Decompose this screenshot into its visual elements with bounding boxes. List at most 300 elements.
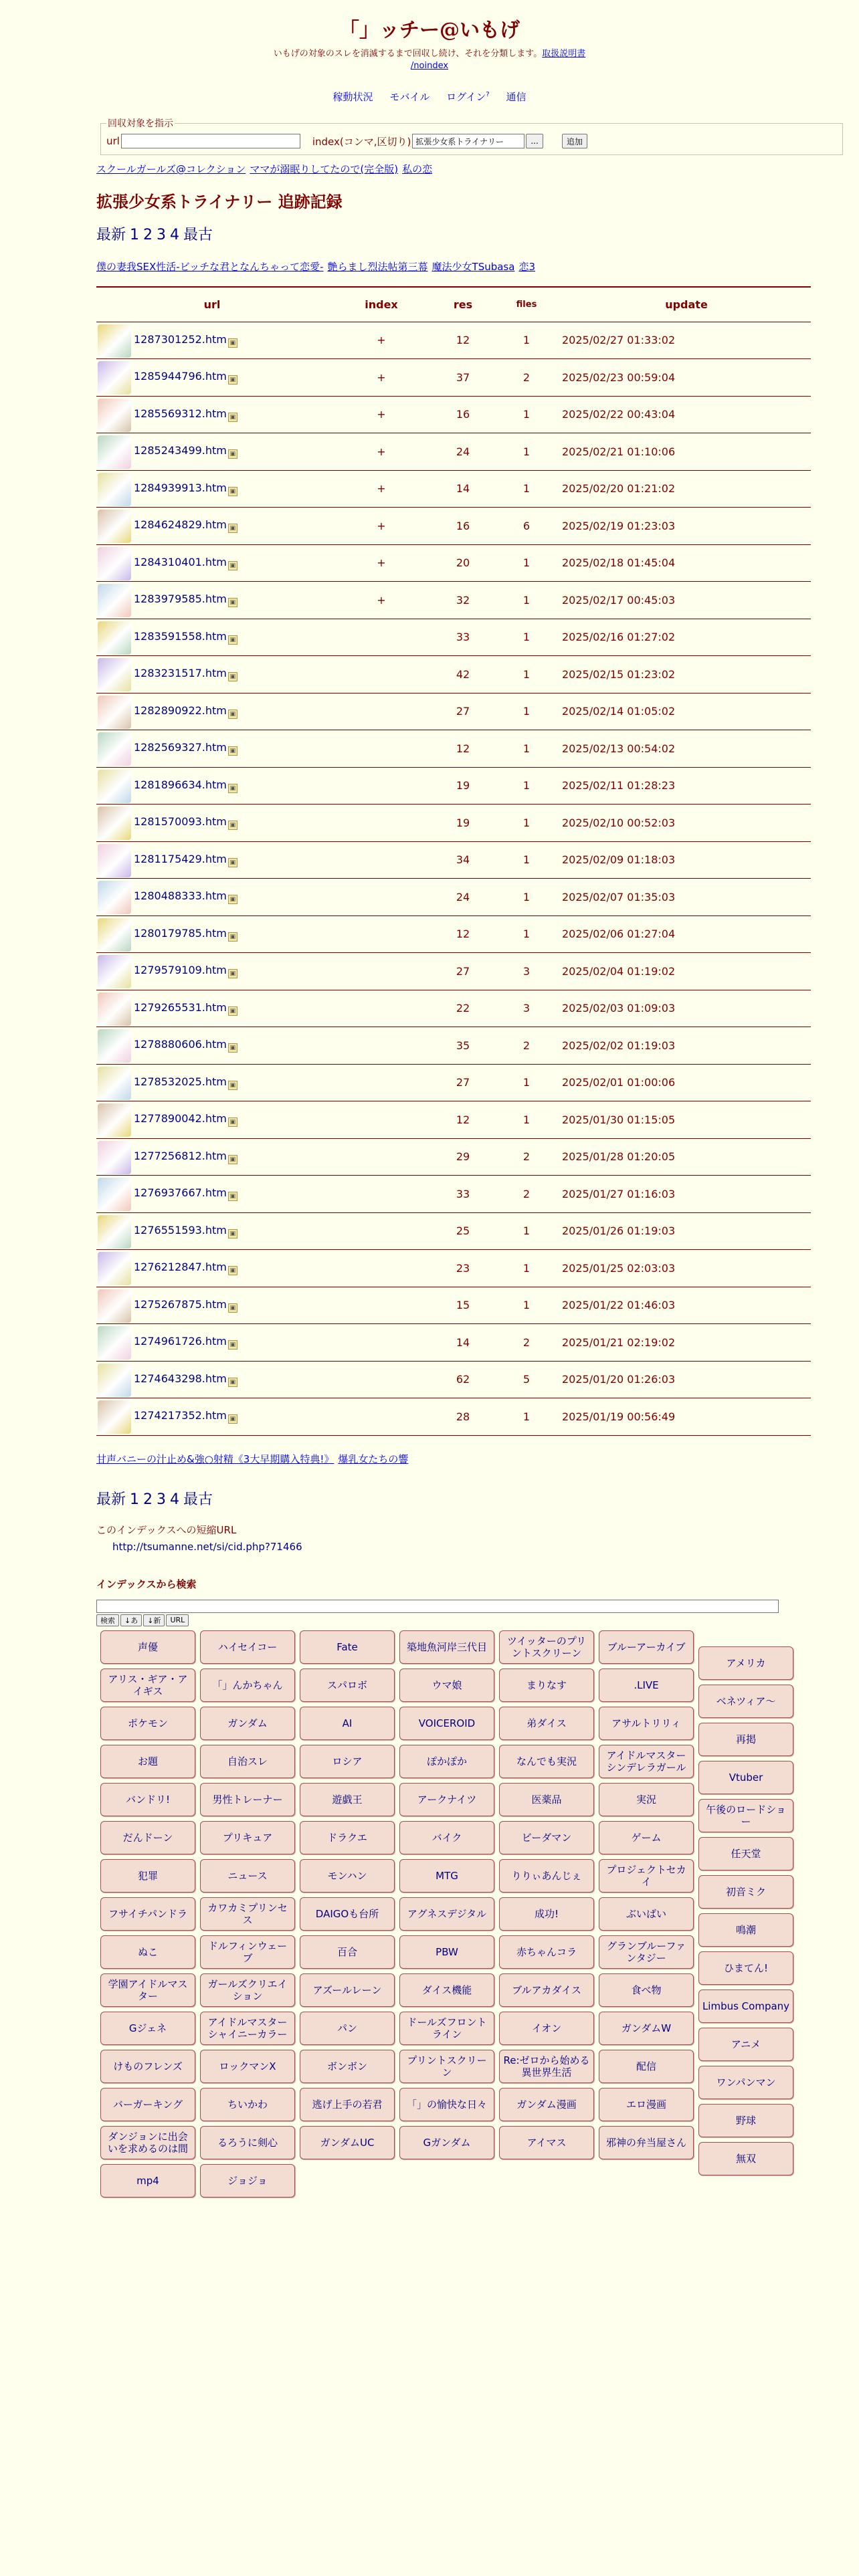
res-cell: 42 <box>435 656 491 693</box>
index-tag-button[interactable]: アメリカ <box>698 1646 793 1680</box>
thread-thumbnail[interactable] <box>98 1067 131 1100</box>
index-tag-button[interactable]: バンドリ! <box>100 1783 195 1816</box>
thread-link[interactable]: 1284624829.htm <box>134 518 227 532</box>
sort-kana-button[interactable]: ↓あ <box>120 1614 142 1626</box>
index-tag-button[interactable]: 任天堂 <box>698 1837 793 1870</box>
index-tag-button[interactable]: アニメ <box>698 2028 793 2061</box>
index-tag-button[interactable]: 無双 <box>698 2142 793 2175</box>
index-tag-button[interactable]: ポケモン <box>100 1707 195 1740</box>
thread-thumbnail[interactable] <box>98 1103 131 1137</box>
index-tag-button[interactable]: アイマス <box>499 2126 594 2159</box>
index-tag-button[interactable]: イオン <box>499 2012 594 2045</box>
index-cell[interactable] <box>328 1324 435 1362</box>
thread-thumbnail[interactable] <box>98 807 131 840</box>
nav-comm[interactable]: 通信 <box>506 91 527 103</box>
index-cell[interactable] <box>328 953 435 990</box>
page-title: 拡張少女系トライナリー 追跡記録 <box>96 193 343 211</box>
collect-form <box>100 116 843 155</box>
url-input[interactable] <box>121 134 300 148</box>
image-icon[interactable]: ▣ <box>228 413 237 422</box>
thread-link[interactable]: 1282569327.htm <box>134 741 227 754</box>
image-icon[interactable]: ▣ <box>228 1266 237 1275</box>
image-icon[interactable]: ▣ <box>228 710 237 719</box>
index-cell[interactable]: + <box>328 359 435 397</box>
thread-thumbnail[interactable] <box>98 992 131 1026</box>
index-tag-button[interactable]: AI <box>300 1707 395 1740</box>
thread-thumbnail[interactable] <box>98 1289 131 1323</box>
thread-link[interactable]: 1285243499.htm <box>134 444 227 457</box>
image-icon[interactable]: ▣ <box>228 561 237 570</box>
index-tag-button[interactable]: アグネスデジタル <box>399 1897 494 1931</box>
thread-thumbnail[interactable] <box>98 1364 131 1397</box>
header-files: files <box>491 287 562 322</box>
index-tag-button[interactable]: 築地魚河岸三代目 <box>399 1630 494 1664</box>
nav-mobile[interactable]: モバイル <box>389 91 430 103</box>
header-index: index <box>328 287 435 322</box>
index-tag-button[interactable]: ガンダム漫画 <box>499 2088 594 2121</box>
pager-newest[interactable]: 最新 <box>96 227 126 243</box>
pager-page[interactable]: 2 <box>143 227 153 243</box>
image-icon[interactable]: ▣ <box>228 1006 237 1016</box>
thumbnail-cell <box>96 1324 134 1362</box>
image-icon[interactable]: ▣ <box>228 1081 237 1090</box>
index-tag-button[interactable]: 学園アイドルマスター <box>100 1973 195 2007</box>
index-tag-button[interactable]: 初音ミク <box>698 1875 793 1909</box>
index-cell[interactable]: + <box>328 433 435 471</box>
index-tag-button[interactable]: 再掲 <box>698 1723 793 1756</box>
thread-thumbnail[interactable] <box>98 918 131 952</box>
related-link[interactable]: 魔法少女TSubasa <box>432 261 515 273</box>
thread-link[interactable]: 1278880606.htm <box>134 1038 227 1051</box>
index-tag-button[interactable]: ウマ娘 <box>399 1669 494 1702</box>
index-tag-button[interactable]: りりぃあんじぇ <box>499 1859 594 1893</box>
index-tag-button[interactable]: ダンジョンに出会いを求めるのは間 <box>100 2126 195 2159</box>
search-heading: インデックスから検索 <box>96 1578 197 1590</box>
index-tag-button[interactable]: Vtuber <box>698 1761 793 1794</box>
thread-link[interactable]: 1285944796.htm <box>134 370 227 383</box>
thread-thumbnail[interactable] <box>98 732 131 766</box>
index-cell[interactable] <box>328 1361 435 1398</box>
index-cell[interactable] <box>328 1101 435 1139</box>
sort-new-button[interactable]: ↓新 <box>143 1614 165 1626</box>
thread-link[interactable]: 1283231517.htm <box>134 667 227 680</box>
index-tag-button[interactable]: るろうに剣心 <box>200 2126 295 2159</box>
index-tag-button[interactable]: 午後のロードショー <box>698 1799 793 1832</box>
index-tag-button[interactable]: 成功! <box>499 1897 594 1931</box>
index-cell[interactable] <box>328 619 435 656</box>
thread-thumbnail[interactable] <box>98 435 131 469</box>
index-cell[interactable] <box>328 1138 435 1176</box>
index-cell[interactable] <box>328 879 435 916</box>
thread-link[interactable]: 1276937667.htm <box>134 1186 227 1200</box>
image-icon[interactable]: ▣ <box>228 375 237 385</box>
index-cell[interactable] <box>328 804 435 842</box>
index-tag-button[interactable]: Gガンダム <box>399 2126 494 2159</box>
thread-link[interactable]: 1281896634.htm <box>134 778 227 791</box>
update-cell: 2025/01/19 00:56:49 <box>562 1398 811 1436</box>
index-tag-button[interactable]: アークナイツ <box>399 1783 494 1816</box>
image-icon[interactable]: ▣ <box>228 821 237 830</box>
thread-link[interactable]: 1280488333.htm <box>134 889 227 903</box>
image-icon[interactable]: ▣ <box>228 858 237 867</box>
files-cell: 3 <box>491 990 562 1027</box>
index-tag-button[interactable]: プロジェクトセカイ <box>599 1859 694 1893</box>
pager-page[interactable]: 2 <box>143 1491 153 1508</box>
url-cell <box>134 508 328 545</box>
index-tag-button[interactable]: まりなす <box>499 1669 594 1702</box>
res-cell: 14 <box>435 470 491 508</box>
top-link[interactable]: スクールガールズ@コレクション <box>96 163 246 175</box>
index-tag-button[interactable]: ロシア <box>300 1745 395 1778</box>
index-tag-button[interactable]: 配信 <box>599 2050 694 2083</box>
index-tag-button[interactable]: アリス・ギア・アイギス <box>100 1669 195 1702</box>
index-tag-button[interactable]: プリキュア <box>200 1821 295 1854</box>
index-tag-button[interactable]: 「」の愉快な日々 <box>399 2088 494 2121</box>
index-tag-button[interactable]: モンハン <box>300 1859 395 1893</box>
index-cell[interactable]: + <box>328 322 435 359</box>
index-tag-button[interactable]: ちいかわ <box>200 2088 295 2121</box>
index-tag-button[interactable]: アサルトリリィ <box>599 1707 694 1740</box>
thread-thumbnail[interactable] <box>98 1141 131 1174</box>
image-icon[interactable]: ▣ <box>228 1192 237 1201</box>
index-tag-button[interactable]: だんドーン <box>100 1821 195 1854</box>
index-tag-button[interactable]: ドラクエ <box>300 1821 395 1854</box>
index-tag-button[interactable]: ニュース <box>200 1859 295 1893</box>
thumbnail-cell <box>96 1101 134 1139</box>
image-icon[interactable]: ▣ <box>228 932 237 942</box>
table-row <box>96 433 811 471</box>
index-tag-button[interactable]: 「」んかちゃん <box>200 1669 295 1702</box>
index-tag-button[interactable]: ドールズフロントライン <box>399 2012 494 2045</box>
index-tag-button[interactable]: ハイセイコー <box>200 1630 295 1664</box>
index-cell[interactable] <box>328 1027 435 1065</box>
files-cell: 1 <box>491 656 562 693</box>
add-button[interactable]: 追加 <box>562 134 587 148</box>
index-tag-button[interactable]: 野球 <box>698 2104 793 2137</box>
index-tag-button[interactable]: MTG <box>399 1859 494 1893</box>
thread-link[interactable]: 1276551593.htm <box>134 1223 227 1237</box>
thread-thumbnail[interactable] <box>98 658 131 691</box>
index-tag-button[interactable]: ガンダムW <box>599 2012 694 2045</box>
thread-link[interactable]: 1281570093.htm <box>134 815 227 829</box>
update-cell: 2025/02/03 01:09:03 <box>562 990 811 1027</box>
index-more-button[interactable]: ... <box>526 134 543 148</box>
index-tag-button[interactable]: 実況 <box>599 1783 694 1816</box>
index-cell[interactable] <box>328 990 435 1027</box>
update-cell: 2025/02/15 01:23:02 <box>562 656 811 693</box>
image-icon[interactable]: ▣ <box>228 746 237 756</box>
pager-page[interactable]: 3 <box>157 1491 167 1508</box>
index-tag-button[interactable]: ぬこ <box>100 1935 195 1969</box>
pager-oldest[interactable]: 最古 <box>183 1491 213 1508</box>
index-tag-button[interactable]: 医薬品 <box>499 1783 594 1816</box>
index-cell[interactable] <box>328 1064 435 1101</box>
res-cell: 16 <box>435 396 491 433</box>
index-tag-button[interactable]: 逃げ上手の若君 <box>300 2088 395 2121</box>
table-row <box>96 619 811 656</box>
search-button[interactable]: 検索 <box>96 1614 119 1626</box>
related-link[interactable]: 甘声バニーの汁止め&強○射精《3大早期購入特典!》 <box>96 1453 335 1465</box>
thumbnail-cell <box>96 470 134 508</box>
index-tag-button[interactable]: 百合 <box>300 1935 395 1969</box>
index-tag-button[interactable]: 犯罪 <box>100 1859 195 1893</box>
thread-thumbnail[interactable] <box>98 621 131 655</box>
index-cell[interactable]: + <box>328 396 435 433</box>
url-cell <box>134 990 328 1027</box>
index-cell[interactable] <box>328 656 435 693</box>
index-tag-button[interactable]: カワカミプリンセス <box>200 1897 295 1931</box>
url-cell <box>134 841 328 879</box>
image-icon[interactable]: ▣ <box>228 524 237 533</box>
index-tag-button[interactable]: フサイチパンドラ <box>100 1897 195 1931</box>
index-tag-button[interactable]: 男性トレーナー <box>200 1783 295 1816</box>
index-tag-button[interactable]: Fate <box>300 1630 395 1664</box>
thread-link[interactable]: 1277890042.htm <box>134 1112 227 1125</box>
top-link[interactable]: ママが溺眠りしてたので(完全版) <box>250 163 399 175</box>
table-row <box>96 730 811 768</box>
thread-thumbnail[interactable] <box>98 1326 131 1360</box>
index-tag-button[interactable]: Re:ゼロから始める異世界生活 <box>499 2050 594 2083</box>
index-tag-button[interactable]: グランブルーファンタジー <box>599 1935 694 1969</box>
index-tag-button[interactable]: ジョジョ <box>200 2164 295 2197</box>
thumbnail-cell <box>96 1027 134 1065</box>
index-tag-button[interactable]: スパロボ <box>300 1669 395 1702</box>
thread-link[interactable]: 1274961726.htm <box>134 1335 227 1348</box>
index-cell[interactable] <box>328 1176 435 1213</box>
files-cell: 5 <box>491 1361 562 1398</box>
index-tag-button[interactable]: アイドルマスターシャイニーカラー <box>200 2012 295 2045</box>
files-cell: 1 <box>491 1287 562 1324</box>
nav-status[interactable]: 稼動状況 <box>332 91 373 103</box>
index-tag-button[interactable]: ぶいばい <box>599 1897 694 1931</box>
index-tag-button[interactable]: なんでも実況 <box>499 1745 594 1778</box>
index-tag-button[interactable]: ワンパンマン <box>698 2066 793 2099</box>
short-url-label: このインデックスへの短縮URL <box>96 1523 237 1536</box>
image-icon[interactable]: ▣ <box>228 635 237 645</box>
related-link[interactable]: 艶らまし烈法帖第三幕 <box>327 261 428 273</box>
nav-login[interactable] <box>446 91 490 103</box>
index-cell[interactable] <box>328 1287 435 1324</box>
index-tag-button[interactable]: 声優 <box>100 1630 195 1664</box>
pager-oldest[interactable]: 最古 <box>183 227 213 243</box>
image-icon[interactable]: ▣ <box>228 1378 237 1387</box>
index-tag-button[interactable]: ブルアカダイス <box>499 1973 594 2007</box>
thread-thumbnail[interactable] <box>98 1252 131 1285</box>
image-icon[interactable]: ▣ <box>228 895 237 904</box>
index-tag-button[interactable]: ぽかぽか <box>399 1745 494 1778</box>
thread-thumbnail[interactable] <box>98 1215 131 1249</box>
files-cell: 1 <box>491 916 562 953</box>
image-icon[interactable]: ▣ <box>228 1155 237 1164</box>
thread-thumbnail[interactable] <box>98 881 131 914</box>
thread-link[interactable]: 1277256812.htm <box>134 1149 227 1162</box>
short-url[interactable]: http://tsumanne.net/si/cid.php?71466 <box>112 1540 302 1553</box>
index-tag-button[interactable]: ゲーム <box>599 1821 694 1854</box>
thread-link[interactable]: 1279265531.htm <box>134 1000 227 1014</box>
index-tag-button[interactable]: ベネツィア〜 <box>698 1685 793 1718</box>
index-cell[interactable] <box>328 730 435 768</box>
thread-link[interactable]: 1275267875.htm <box>134 1297 227 1311</box>
top-link[interactable]: 私の恋 <box>402 163 433 175</box>
image-icon[interactable]: ▣ <box>228 1117 237 1127</box>
index-tag-button[interactable]: ダイス機能 <box>399 1973 494 2007</box>
index-cell[interactable] <box>328 767 435 804</box>
index-tag-button[interactable]: 鳴潮 <box>698 1913 793 1947</box>
files-cell: 1 <box>491 470 562 508</box>
thread-thumbnail[interactable] <box>98 324 131 358</box>
index-cell[interactable]: + <box>328 544 435 582</box>
index-tag-button[interactable]: mp4 <box>100 2164 195 2197</box>
table-row <box>96 1398 811 1436</box>
image-icon[interactable]: ▣ <box>228 1414 237 1424</box>
index-tag-button[interactable]: Limbus Company <box>698 1990 793 2023</box>
related-link[interactable]: 恋3 <box>518 261 535 273</box>
thread-link[interactable]: 1274643298.htm <box>134 1372 227 1385</box>
index-cell[interactable] <box>328 916 435 953</box>
pager-page[interactable]: 4 <box>170 227 180 243</box>
index-tag-button[interactable]: アズールレーン <box>300 1973 395 2007</box>
thread-thumbnail[interactable] <box>98 361 131 395</box>
index-tag-button[interactable]: 自治スレ <box>200 1745 295 1778</box>
thread-link[interactable]: 1274217352.htm <box>134 1409 227 1422</box>
index-tag-button[interactable]: ツイッターのプリントスクリーン <box>499 1630 594 1664</box>
manual-link[interactable]: 取扱説明書 <box>542 49 586 59</box>
res-cell: 12 <box>435 730 491 768</box>
index-tag-button[interactable]: .LIVE <box>599 1669 694 1702</box>
noindex-link[interactable]: /noindex <box>410 61 449 71</box>
index-tag-button[interactable]: ブルーアーカイブ <box>599 1630 694 1664</box>
index-cell[interactable] <box>328 1250 435 1287</box>
index-cell[interactable] <box>328 693 435 730</box>
related-link[interactable]: 爆乳女たちの響 <box>338 1453 409 1465</box>
thread-thumbnail[interactable] <box>98 770 131 803</box>
index-tag-button[interactable]: ボンボン <box>300 2050 395 2083</box>
index-tag-button[interactable]: DAIGOも台所 <box>300 1897 395 1931</box>
image-icon[interactable]: ▣ <box>228 338 237 348</box>
index-cell[interactable] <box>328 1212 435 1250</box>
thread-thumbnail[interactable] <box>98 547 131 580</box>
thread-link[interactable]: 1287301252.htm <box>134 332 227 346</box>
image-icon[interactable]: ▣ <box>228 598 237 607</box>
res-cell: 25 <box>435 1212 491 1250</box>
thread-link[interactable]: 1281175429.htm <box>134 852 227 865</box>
index-tag-button[interactable]: Gジェネ <box>100 2012 195 2045</box>
index-tag-button[interactable]: バーガーキング <box>100 2088 195 2121</box>
thread-thumbnail[interactable] <box>98 955 131 988</box>
thread-link[interactable]: 1284310401.htm <box>134 555 227 568</box>
url-cell <box>134 1101 328 1139</box>
index-cell[interactable] <box>328 841 435 879</box>
index-tag-button[interactable]: アイドルマスターシンデレラガール <box>599 1745 694 1778</box>
index-tag-button[interactable]: エロ漫画 <box>599 2088 694 2121</box>
index-tag-button[interactable]: 食べ物 <box>599 1973 694 2007</box>
image-icon[interactable]: ▣ <box>228 1340 237 1350</box>
pager-page[interactable]: 1 <box>130 1491 140 1508</box>
url-button[interactable]: URL <box>166 1614 189 1626</box>
image-icon[interactable]: ▣ <box>228 969 237 978</box>
thread-thumbnail[interactable] <box>98 1178 131 1211</box>
index-cell[interactable]: + <box>328 582 435 619</box>
thread-link[interactable]: 1280179785.htm <box>134 926 227 940</box>
image-icon[interactable]: ▣ <box>228 672 237 681</box>
index-tag-button[interactable]: ひまてん! <box>698 1951 793 1985</box>
update-cell: 2025/02/11 01:28:23 <box>562 767 811 804</box>
pager-page[interactable]: 1 <box>130 227 140 243</box>
pager-newest[interactable]: 最新 <box>96 1491 126 1508</box>
image-icon[interactable]: ▣ <box>228 449 237 459</box>
thumbnail-cell <box>96 1064 134 1101</box>
index-tag-button[interactable]: PBW <box>399 1935 494 1969</box>
thread-thumbnail[interactable] <box>98 584 131 617</box>
thread-link[interactable]: 1278532025.htm <box>134 1075 227 1088</box>
table-row <box>96 1361 811 1398</box>
thread-thumbnail[interactable] <box>98 844 131 877</box>
thread-link[interactable]: 1276212847.htm <box>134 1261 227 1274</box>
thread-thumbnail[interactable] <box>98 399 131 432</box>
index-tag-button[interactable]: ガールズクリエイション <box>200 1973 295 2007</box>
table-row <box>96 1064 811 1101</box>
thread-link[interactable]: 1284939913.htm <box>134 481 227 494</box>
thumbnail-cell <box>96 804 134 842</box>
url-cell <box>134 1324 328 1362</box>
pager-page[interactable]: 4 <box>170 1491 180 1508</box>
thread-link[interactable]: 1279579109.htm <box>134 964 227 977</box>
index-tag-button[interactable]: ドルフィンウェーブ <box>200 1935 295 1969</box>
related-link[interactable]: 僕の妻我SEX性活-ビッチな君となんちゃって恋愛- <box>96 261 324 273</box>
image-icon[interactable]: ▣ <box>228 1303 237 1313</box>
index-cell[interactable]: + <box>328 470 435 508</box>
index-tag-button[interactable]: ガンダム <box>200 1707 295 1740</box>
index-tag-button[interactable]: ビーダマン <box>499 1821 594 1854</box>
index-tag-button[interactable]: お題 <box>100 1745 195 1778</box>
image-icon[interactable]: ▣ <box>228 784 237 793</box>
index-tag-button[interactable]: 邪神の弁当屋さん <box>599 2126 694 2159</box>
update-cell: 2025/02/17 00:45:03 <box>562 582 811 619</box>
thread-link[interactable]: 1282890922.htm <box>134 704 227 717</box>
thread-thumbnail[interactable] <box>98 1400 131 1434</box>
thread-thumbnail[interactable] <box>98 695 131 729</box>
index-tag-button[interactable]: バイク <box>399 1821 494 1854</box>
index-tag-button[interactable]: ガンダムUC <box>300 2126 395 2159</box>
index-cell[interactable]: + <box>328 508 435 545</box>
index-cell[interactable] <box>328 1398 435 1436</box>
index-tag-button[interactable]: 弟ダイス <box>499 1707 594 1740</box>
index-tag-button[interactable]: パン <box>300 2012 395 2045</box>
thread-thumbnail[interactable] <box>98 510 131 543</box>
index-tag-button[interactable]: VOICEROID <box>399 1707 494 1740</box>
table-row <box>96 953 811 990</box>
thread-thumbnail[interactable] <box>98 1029 131 1063</box>
thread-link[interactable]: 1283591558.htm <box>134 629 227 643</box>
index-tag-button[interactable]: けものフレンズ <box>100 2050 195 2083</box>
thread-thumbnail[interactable] <box>98 473 131 506</box>
index-tag-button[interactable]: ロックマンX <box>200 2050 295 2083</box>
image-icon[interactable]: ▣ <box>228 1229 237 1239</box>
image-icon[interactable]: ▣ <box>228 1043 237 1053</box>
res-cell: 37 <box>435 359 491 397</box>
index-tag-button[interactable]: プリントスクリーン <box>399 2050 494 2083</box>
index-tag-button[interactable]: 遊戯王 <box>300 1783 395 1816</box>
image-icon[interactable]: ▣ <box>228 487 237 496</box>
index-search-input[interactable] <box>96 1600 779 1613</box>
thread-link[interactable]: 1283979585.htm <box>134 593 227 606</box>
thread-link[interactable]: 1285569312.htm <box>134 407 227 420</box>
index-input[interactable] <box>412 134 524 148</box>
thumbnail-cell <box>96 1212 134 1250</box>
index-tag-button[interactable]: 赤ちゃんコラ <box>499 1935 594 1969</box>
pager-page[interactable]: 3 <box>157 227 167 243</box>
update-cell: 2025/01/27 01:16:03 <box>562 1176 811 1213</box>
